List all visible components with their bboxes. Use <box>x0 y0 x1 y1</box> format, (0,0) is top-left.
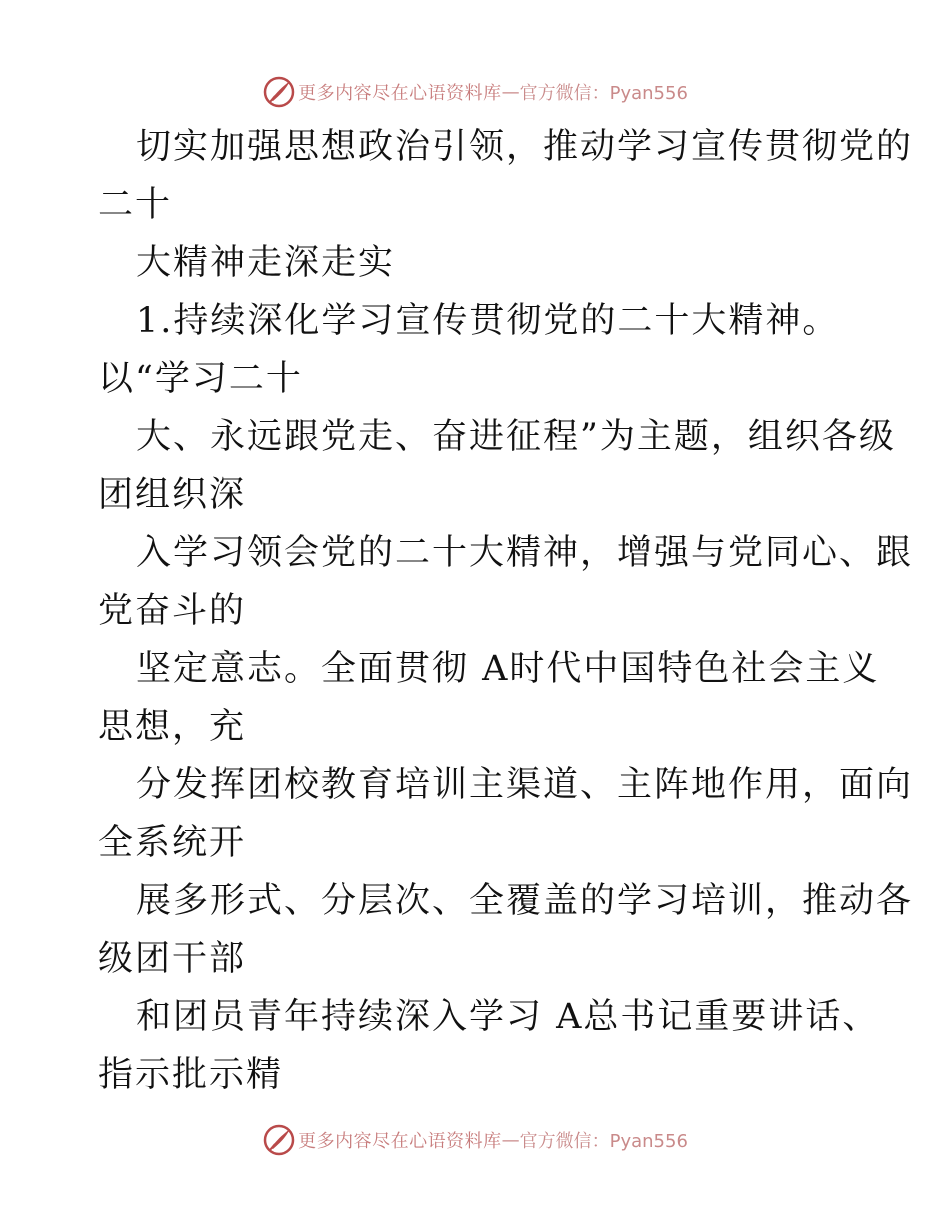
header-watermark <box>0 72 950 112</box>
document-body <box>98 118 914 1104</box>
text-line: 大、永远跟党走、奋进征程”为主题，组织各级 <box>136 417 896 457</box>
text-line: 坚定意志。全面贯彻 A时代中国特色社会主义 <box>136 649 880 689</box>
text-line: 大精神走深走实 <box>136 243 396 283</box>
text-line: 思想，充 <box>98 707 247 747</box>
text-line: 党奋斗的 <box>98 591 247 631</box>
watermark-dash: — <box>501 81 520 103</box>
text-line: 1.持续深化学习宣传贯彻党的二十大精神。 <box>136 301 840 341</box>
feather-pen-logo-icon <box>262 75 296 109</box>
watermark-main-text: 更多内容尽在心语资料库 <box>298 83 502 104</box>
watermark-sub-text: 官方微信：Pyan556 <box>519 1131 688 1152</box>
text-line: 切实加强思想政治引领，推动学习宣传贯彻党的 <box>136 127 914 167</box>
text-line: 二十 <box>98 185 173 225</box>
footer-watermark <box>0 1120 950 1160</box>
text-line: 指示批示精 <box>98 1055 284 1095</box>
feather-pen-logo-icon <box>262 1123 296 1157</box>
watermark-sub-text: 官方微信：Pyan556 <box>519 83 688 104</box>
text-line: 以“学习二十 <box>98 359 303 399</box>
watermark-dash: — <box>501 1129 520 1151</box>
text-line: 分发挥团校教育培训主渠道、主阵地作用，面向 <box>136 765 914 805</box>
text-line: 级团干部 <box>98 939 247 979</box>
text-line: 团组织深 <box>98 475 247 515</box>
text-line: 全系统开 <box>98 823 247 863</box>
watermark-main-text: 更多内容尽在心语资料库 <box>298 1131 502 1152</box>
text-line: 入学习领会党的二十大精神，增强与党同心、跟 <box>136 533 914 573</box>
text-line: 和团员青年持续深入学习 A总书记重要讲话、 <box>136 997 880 1037</box>
text-line: 展多形式、分层次、全覆盖的学习培训，推动各 <box>136 881 914 921</box>
